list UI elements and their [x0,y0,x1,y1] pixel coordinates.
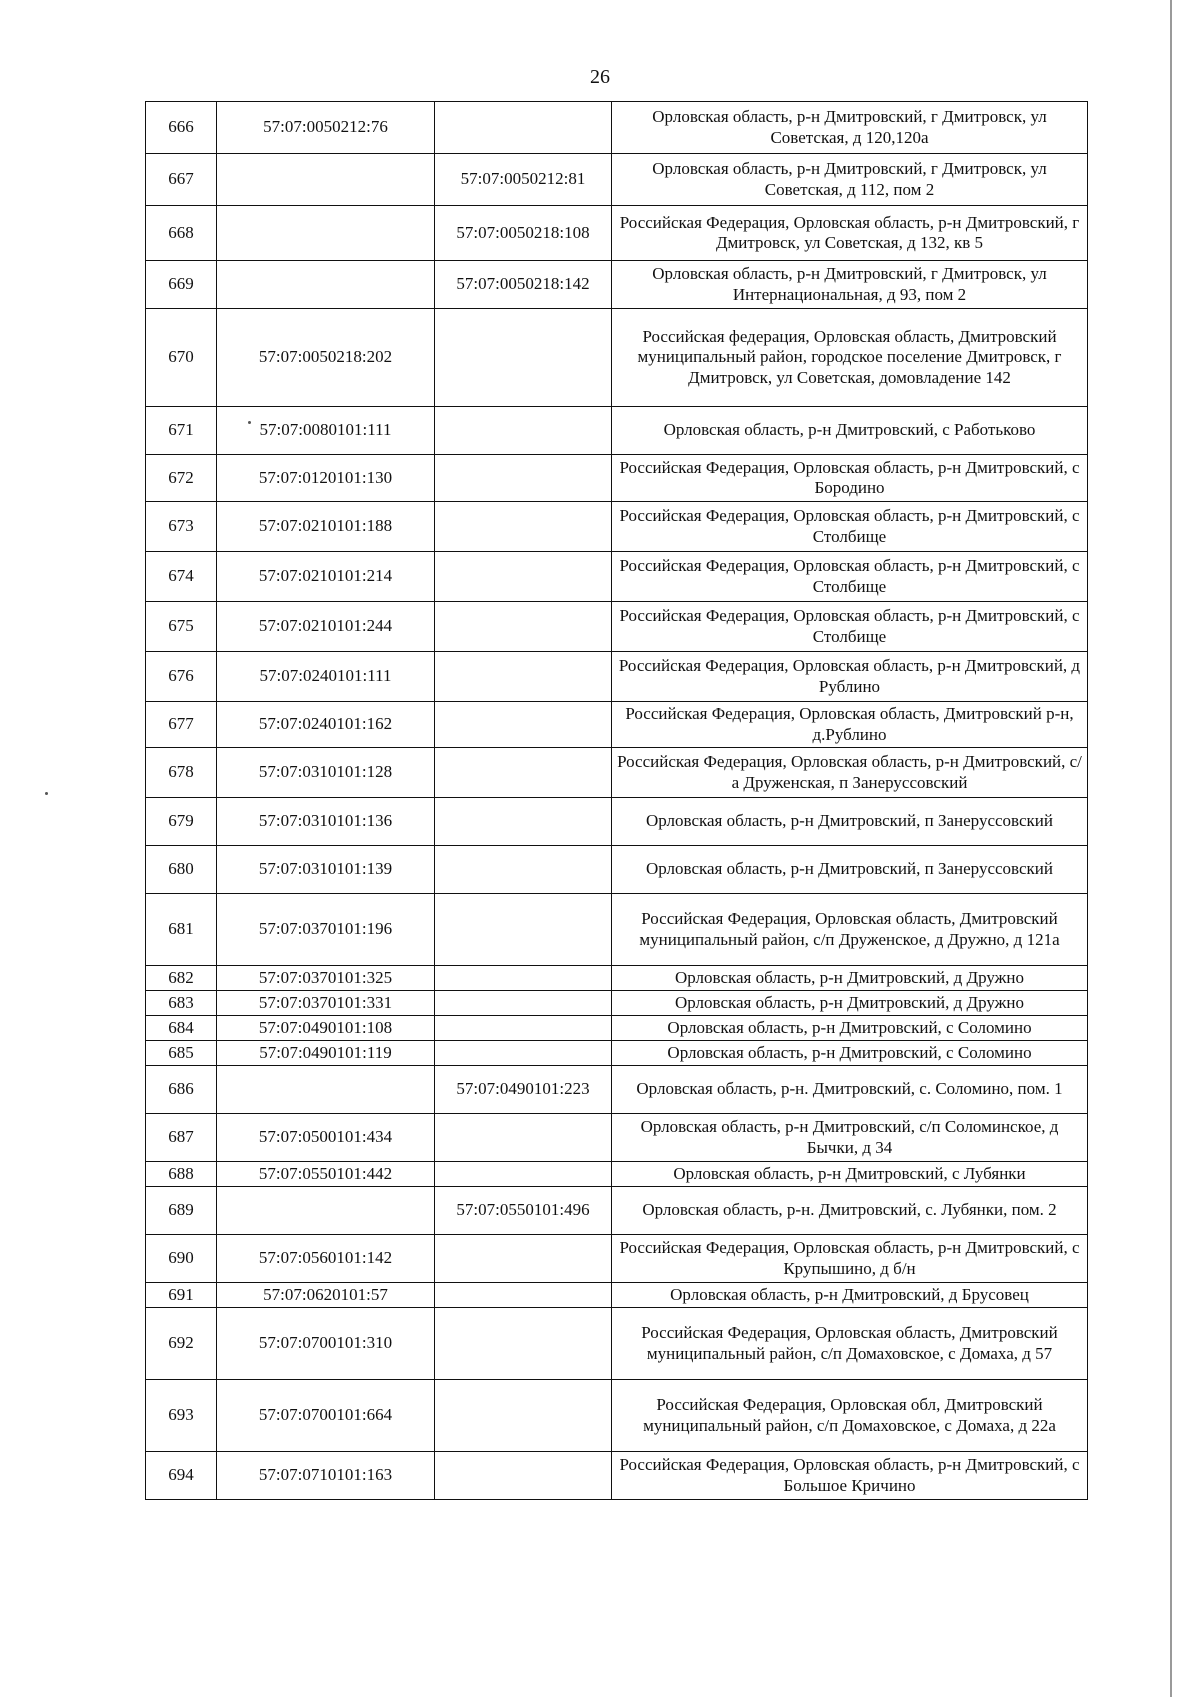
table-row [146,1235,1088,1283]
object-cadastral-number-cell: 57:07:0620101:57 [217,1283,435,1308]
address-cell: Орловская область, р-н Дмитровский, п Занеруссовский [612,798,1088,846]
object-cadastral-number-cell: 57:07:0080101:111 [217,407,435,455]
address-cell: Орловская область, р-н Дмитровский, п Занеруссовский [612,846,1088,894]
object-cadastral-number-cell: 57:07:0550101:442 [217,1162,435,1187]
row-number-cell: 679 [146,798,217,846]
premise-cadastral-number-cell [435,502,612,552]
table-row [146,602,1088,652]
address-cell: Орловская область, р-н Дмитровский, г Дмитровск, ул Советская, д 112, пом 2 [612,154,1088,206]
row-number-cell: 666 [146,102,217,154]
address-cell: Орловская область, р-н Дмитровский, с Лубянки [612,1162,1088,1187]
premise-cadastral-number-cell [435,602,612,652]
address-cell: Орловская область, р-н. Дмитровский, с. Соломино, пом. 1 [612,1066,1088,1114]
table-row [146,798,1088,846]
premise-cadastral-number-cell [435,407,612,455]
object-cadastral-number-cell: 57:07:0370101:325 [217,966,435,991]
object-cadastral-number-cell: 57:07:0210101:214 [217,552,435,602]
table-row [146,102,1088,154]
premise-cadastral-number-cell [435,552,612,602]
row-number-cell: 684 [146,1016,217,1041]
premise-cadastral-number-cell [435,1114,612,1162]
table-row [146,1283,1088,1308]
address-cell: Российская Федерация, Орловская обл, Дмитровский муниципальный район, с/п Домаховское, с Домаха, д 22а [612,1380,1088,1452]
address-cell: Российская Федерация, Орловская область, р-н Дмитровский, г Дмитровск, ул Советская, д 132, кв 5 [612,206,1088,261]
table-row [146,1162,1088,1187]
premise-cadastral-number-cell [435,966,612,991]
premise-cadastral-number-cell [435,894,612,966]
address-cell: Орловская область, р-н Дмитровский, с/п Соломинское, д Бычки, д 34 [612,1114,1088,1162]
object-cadastral-number-cell: 57:07:0560101:142 [217,1235,435,1283]
table-row [146,1114,1088,1162]
row-number-cell: 667 [146,154,217,206]
address-cell: Орловская область, р-н Дмитровский, с Соломино [612,1016,1088,1041]
object-cadastral-number-cell: 57:07:0310101:128 [217,748,435,798]
table-row [146,894,1088,966]
object-cadastral-number-cell: 57:07:0490101:119 [217,1041,435,1066]
object-cadastral-number-cell [217,261,435,309]
object-cadastral-number-cell [217,1066,435,1114]
object-cadastral-number-cell: 57:07:0700101:310 [217,1308,435,1380]
address-cell: Российская Федерация, Орловская область, р-н Дмитровский, с Столбище [612,502,1088,552]
address-cell: Российская Федерация, Орловская область, Дмитровский муниципальный район, с/п Домаховское, с Домаха, д 57 [612,1308,1088,1380]
row-number-cell: 670 [146,309,217,407]
object-cadastral-number-cell: 57:07:0050212:76 [217,102,435,154]
table-row [146,748,1088,798]
row-number-cell: 689 [146,1187,217,1235]
premise-cadastral-number-cell [435,798,612,846]
premise-cadastral-number-cell: 57:07:0550101:496 [435,1187,612,1235]
row-number-cell: 687 [146,1114,217,1162]
row-number-cell: 686 [146,1066,217,1114]
row-number-cell: 674 [146,552,217,602]
table-row [146,846,1088,894]
address-cell: Орловская область, р-н Дмитровский, д Дружно [612,966,1088,991]
premise-cadastral-number-cell [435,455,612,502]
scan-speck [45,792,48,795]
row-number-cell: 669 [146,261,217,309]
address-cell: Российская Федерация, Орловская область, р-н Дмитровский, с Столбище [612,552,1088,602]
object-cadastral-number-cell: 57:07:0490101:108 [217,1016,435,1041]
premise-cadastral-number-cell [435,102,612,154]
object-cadastral-number-cell [217,1187,435,1235]
table-row [146,407,1088,455]
row-number-cell: 688 [146,1162,217,1187]
premise-cadastral-number-cell [435,1162,612,1187]
object-cadastral-number-cell: 57:07:0120101:130 [217,455,435,502]
row-number-cell: 693 [146,1380,217,1452]
row-number-cell: 692 [146,1308,217,1380]
page-edge-line [1170,0,1172,1697]
table-row [146,502,1088,552]
row-number-cell: 675 [146,602,217,652]
table-row [146,261,1088,309]
table-row [146,652,1088,702]
table-row [146,154,1088,206]
address-cell: Орловская область, р-н Дмитровский, г Дмитровск, ул Интернациональная, д 93, пом 2 [612,261,1088,309]
premise-cadastral-number-cell [435,1380,612,1452]
table-body [146,102,1088,1500]
address-cell: Орловская область, р-н Дмитровский, г Дмитровск, ул Советская, д 120,120а [612,102,1088,154]
premise-cadastral-number-cell [435,1308,612,1380]
row-number-cell: 691 [146,1283,217,1308]
row-number-cell: 668 [146,206,217,261]
premise-cadastral-number-cell [435,702,612,748]
address-cell: Российская Федерация, Орловская область, р-н Дмитровский, д Рублино [612,652,1088,702]
premise-cadastral-number-cell: 57:07:0490101:223 [435,1066,612,1114]
object-cadastral-number-cell [217,154,435,206]
table-row [146,1308,1088,1380]
premise-cadastral-number-cell [435,1041,612,1066]
address-cell: Российская Федерация, Орловская область, Дмитровский р-н, д.Рублино [612,702,1088,748]
object-cadastral-number-cell: 57:07:0310101:136 [217,798,435,846]
object-cadastral-number-cell: 57:07:0240101:162 [217,702,435,748]
address-cell: Орловская область, р-н. Дмитровский, с. Лубянки, пом. 2 [612,1187,1088,1235]
table-row [146,1187,1088,1235]
premise-cadastral-number-cell [435,1235,612,1283]
address-cell: Орловская область, р-н Дмитровский, д Брусовец [612,1283,1088,1308]
table-row [146,309,1088,407]
table-row [146,702,1088,748]
address-cell: Российская Федерация, Орловская область, Дмитровский муниципальный район, с/п Друженское, д Дружно, д 121а [612,894,1088,966]
object-cadastral-number-cell: 57:07:0210101:188 [217,502,435,552]
object-cadastral-number-cell: 57:07:0710101:163 [217,1452,435,1500]
premise-cadastral-number-cell: 57:07:0050218:108 [435,206,612,261]
address-cell: Российская федерация, Орловская область, Дмитровский муниципальный район, городское поселение Дмитровск, г Дмитровск, ул Советская, домовладение 142 [612,309,1088,407]
table-row [146,455,1088,502]
address-cell: Российская Федерация, Орловская область, р-н Дмитровский, с Бородино [612,455,1088,502]
object-cadastral-number-cell: 57:07:0500101:434 [217,1114,435,1162]
premise-cadastral-number-cell [435,748,612,798]
table-row [146,206,1088,261]
premise-cadastral-number-cell: 57:07:0050212:81 [435,154,612,206]
row-number-cell: 681 [146,894,217,966]
address-cell: Российская Федерация, Орловская область, р-н Дмитровский, с Крупышино, д б/н [612,1235,1088,1283]
row-number-cell: 673 [146,502,217,552]
object-cadastral-number-cell: 57:07:0050218:202 [217,309,435,407]
row-number-cell: 677 [146,702,217,748]
address-cell: Орловская область, р-н Дмитровский, д Дружно [612,991,1088,1016]
object-cadastral-number-cell [217,206,435,261]
premise-cadastral-number-cell [435,846,612,894]
page-number: 26 [590,66,610,88]
object-cadastral-number-cell: 57:07:0310101:139 [217,846,435,894]
object-cadastral-number-cell: 57:07:0370101:196 [217,894,435,966]
table-row [146,1452,1088,1500]
table-row [146,1016,1088,1041]
address-cell: Российская Федерация, Орловская область, р-н Дмитровский, с Большое Кричино [612,1452,1088,1500]
table-row [146,966,1088,991]
row-number-cell: 690 [146,1235,217,1283]
object-cadastral-number-cell: 57:07:0700101:664 [217,1380,435,1452]
object-cadastral-number-cell: 57:07:0240101:111 [217,652,435,702]
premise-cadastral-number-cell [435,1283,612,1308]
table-row [146,991,1088,1016]
row-number-cell: 683 [146,991,217,1016]
address-cell: Орловская область, р-н Дмитровский, с Соломино [612,1041,1088,1066]
table-row [146,1380,1088,1452]
table-row [146,1066,1088,1114]
address-cell: Орловская область, р-н Дмитровский, с Работьково [612,407,1088,455]
premise-cadastral-number-cell [435,309,612,407]
premise-cadastral-number-cell [435,1016,612,1041]
object-cadastral-number-cell: 57:07:0210101:244 [217,602,435,652]
row-number-cell: 678 [146,748,217,798]
table-row [146,1041,1088,1066]
object-cadastral-number-cell: 57:07:0370101:331 [217,991,435,1016]
premise-cadastral-number-cell: 57:07:0050218:142 [435,261,612,309]
scan-speck [248,421,251,424]
row-number-cell: 676 [146,652,217,702]
row-number-cell: 682 [146,966,217,991]
row-number-cell: 671 [146,407,217,455]
table-row [146,552,1088,602]
address-cell: Российская Федерация, Орловская область, р-н Дмитровский, с Столбище [612,602,1088,652]
property-registry-table [145,101,1088,1500]
premise-cadastral-number-cell [435,991,612,1016]
row-number-cell: 672 [146,455,217,502]
address-cell: Российская Федерация, Орловская область, р-н Дмитровский, с/а Друженская, п Занеруссовский [612,748,1088,798]
premise-cadastral-number-cell [435,652,612,702]
row-number-cell: 680 [146,846,217,894]
row-number-cell: 694 [146,1452,217,1500]
premise-cadastral-number-cell [435,1452,612,1500]
row-number-cell: 685 [146,1041,217,1066]
